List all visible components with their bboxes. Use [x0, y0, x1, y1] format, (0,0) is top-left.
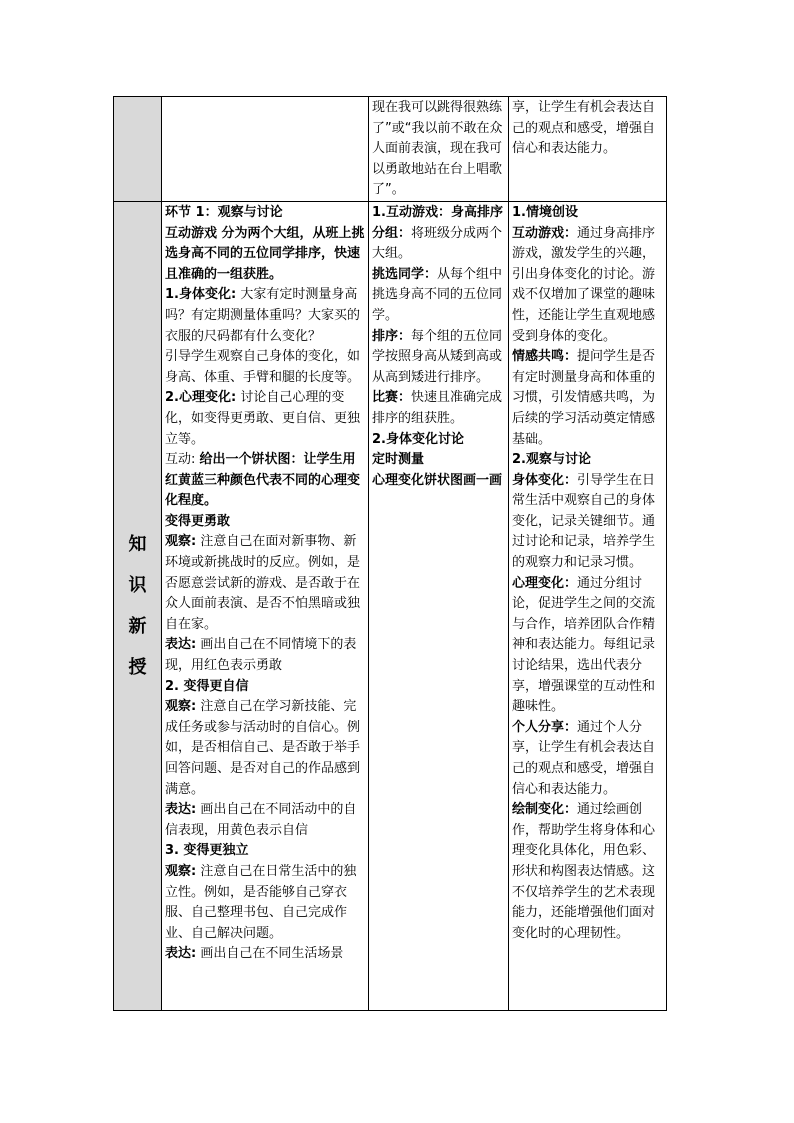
- table-row: [114, 201, 667, 1010]
- intent-game-para: 互动游戏：通过身高排序游戏，激发学生的兴趣，引出身体变化的讨论。游戏不仅增加了课堂的趣味性，还能让学生直观地感受到身体的变化。: [512, 225, 656, 344]
- independence-heading: 3. 变得更独立: [165, 843, 249, 859]
- intent-body-para: 身体变化：引导学生在日常生活中观察自己的身体变化，记录关键细节。通过讨论和记录，培养学生的观察力和记录习惯。: [512, 472, 656, 571]
- body-guide-para: 引导学生观察自己身体的变化，如身高、体重、手臂和腿的长度等。: [165, 349, 361, 385]
- student-discussion-heading: 2.身体变化讨论: [372, 431, 464, 447]
- confidence-heading: 2. 变得更自信: [165, 678, 249, 694]
- student-game-heading: 1.互动游戏：身高排序: [372, 204, 503, 220]
- student-measure-heading: 定时测量: [372, 452, 425, 468]
- student-sort-para: 排序：每个组的五位同学按照身高从矮到高或从高到矮进行排序。: [372, 328, 503, 385]
- activity-heading: 环节 1：观察与讨论: [165, 204, 283, 220]
- intent-section2-heading: 2.观察与讨论: [512, 452, 591, 468]
- brave-express-para: 表达: 画出自己在不同情境下的表现，用红色表示勇敢: [165, 637, 357, 674]
- brave-heading: 变得更勇敢: [165, 513, 231, 529]
- activity-cell: [162, 97, 369, 202]
- independence-express-para: 表达: 画出自己在不同生活场景: [165, 946, 344, 962]
- confidence-observe-para: 观察: 注意自己在学习新技能、完成任务或参与活动时的自信心。例如，是否相信自己、是否敢于举手回答问题、是否对自己的作品感到满意。: [165, 699, 361, 797]
- intent-emotion-para: 情感共鸣：提问学生是否有定时测量身高和体重的习惯，引发情感共鸣，为后续的学习活动奠定情感基础。: [512, 349, 656, 447]
- mind-change-para: 2.心理变化: 讨论自己心理的变化，如变得更勇敢、更自信、更独立等。: [165, 390, 361, 447]
- confidence-express-para: 表达: 画出自己在不同活动中的自信表现，用黄色表示自信: [165, 802, 357, 838]
- activity-game: 互动游戏 分为两个大组，从班上挑选身高不同的五位同学排序，快速且准确的一组获胜。: [165, 225, 365, 282]
- interact-para: 互动: 给出一个饼状图：让学生用红黄蓝三种颜色代表不同的心理变化程度。: [165, 452, 361, 509]
- section-label: 知 识 新 授: [128, 533, 147, 678]
- design-intent-cell: [509, 201, 667, 1010]
- side-label-cell: [114, 201, 162, 1010]
- student-pick-para: 挑选同学：从每个组中挑选身高不同的五位同学。: [372, 266, 503, 323]
- student-race-para: 比赛：快速且准确完成排序的组获胜。: [372, 390, 503, 426]
- intent-cell: 享，让学生有机会表达自己的观点和感受，增强自信心和表达能力。: [509, 97, 667, 202]
- student-group-para: 分组：将班级分成两个大组。: [372, 225, 503, 262]
- teacher-activity-cell: [162, 201, 369, 1010]
- intent-section1-heading: 1.情境创设: [512, 204, 578, 220]
- intent-mind-para: 心理变化：通过分组讨论，促进学生之间的交流与合作，培养团队合作精神和表达能力。每组记录讨论结果，选出代表分享，增强课堂的互动性和趣味性。: [512, 575, 656, 715]
- student-activity-cell: [369, 201, 509, 1010]
- lesson-table: [113, 96, 667, 1011]
- side-label-cell-empty: [114, 97, 162, 202]
- intent-share-para: 个人分享：通过个人分享，让学生有机会表达自己的观点和感受，增强自信心和表达能力。: [512, 719, 656, 797]
- student-cell: 现在我可以跳得很熟练了”或“我以前不敢在众人面前表演，现在我可以勇敢地站在台上唱歌了”。: [369, 97, 509, 202]
- body-change-para: 1.身体变化: 大家有定时测量身高吗？有定期测量体重吗？大家买的衣服的尺码都有什么变化？: [165, 287, 361, 344]
- brave-observe-para: 观察: 注意自己在面对新事物、新环境或新挑战时的反应。例如，是否愿意尝试新的游戏、是否敢于在众人面前表演、是否不怕黑暗或独自在家。: [165, 534, 361, 632]
- student-pie-heading: 心理变化饼状图画一画: [372, 472, 503, 488]
- independence-observe-para: 观察: 注意自己在日常生活中的独立性。例如，是否能够自己穿衣服、自己整理书包、自己完成作业、自己解决问题。: [165, 863, 357, 941]
- intent-draw-para: 绘制变化：通过绘画创作，帮助学生将身体和心理变化具体化，用色彩、形状和构图表达情感。这不仅培养学生的艺术表现能力，还能增强他们面对变化时的心理韧性。: [512, 802, 656, 941]
- table-row: [114, 97, 667, 202]
